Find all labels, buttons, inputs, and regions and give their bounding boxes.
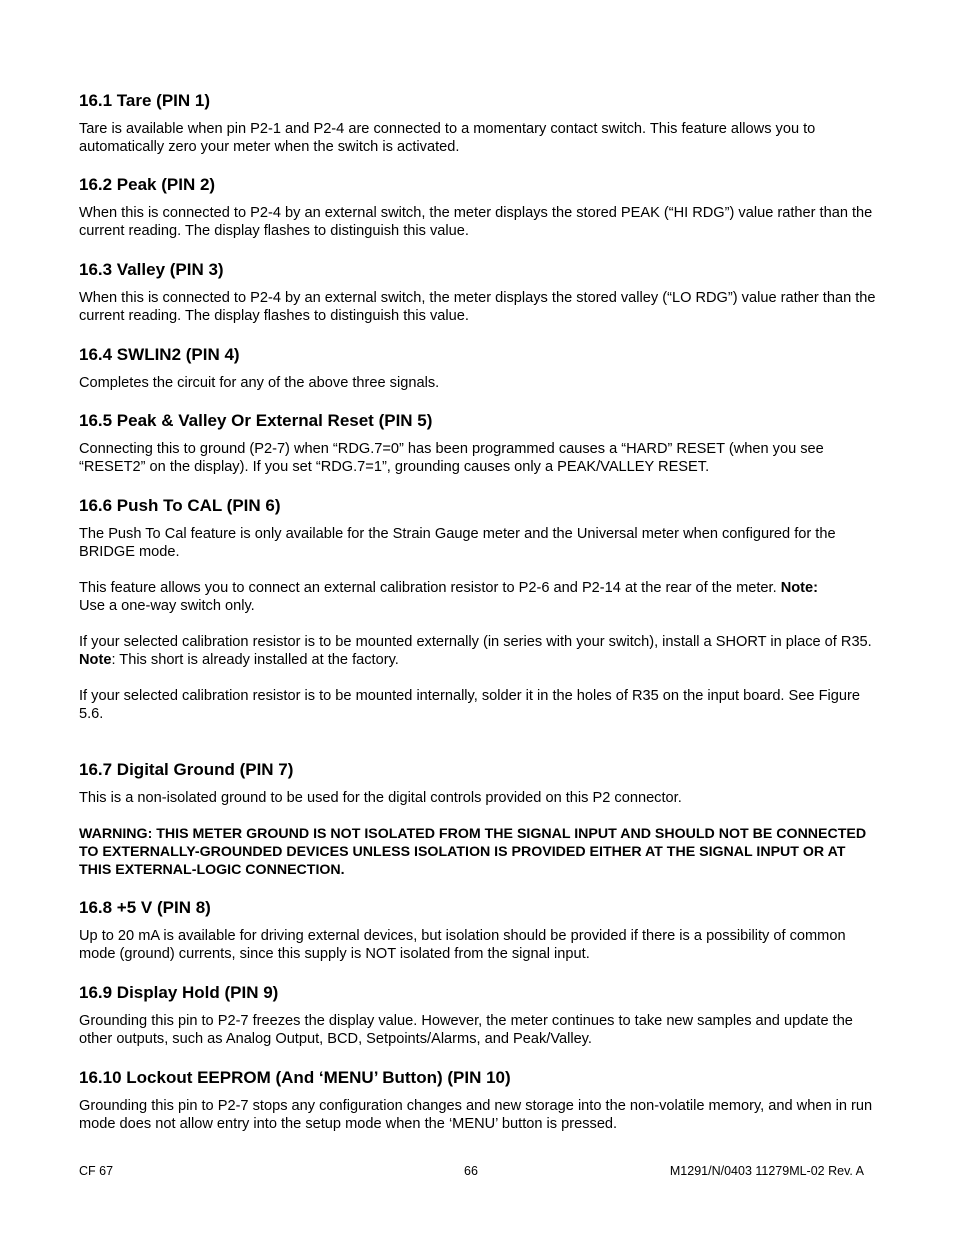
section-paragraph: If your selected calibration resistor is to be mounted externally (in series with your switch), install a SHORT in place of R35. <box>79 634 872 650</box>
section-peak-valley-reset <box>79 411 879 476</box>
section-valley <box>79 260 879 325</box>
section-paragraph: When this is connected to P2-4 by an external switch, the meter displays the stored valley (“LO RDG”) value rather than the current reading. The display flashes to distinguish this value. <box>79 290 876 324</box>
section-heading: 16.2 Peak (PIN 2) <box>79 175 216 194</box>
section-peak <box>79 175 879 240</box>
section-paragraph: Completes the circuit for any of the above three signals. <box>79 375 440 391</box>
section-display-hold <box>79 983 879 1048</box>
section-heading: 16.3 Valley (PIN 3) <box>79 260 224 279</box>
footer-page-number: 66 <box>464 1164 478 1178</box>
section-heading: 16.9 Display Hold (PIN 9) <box>79 983 279 1002</box>
section-heading: 16.7 Digital Ground (PIN 7) <box>79 760 294 779</box>
section-paragraph: When this is connected to P2-4 by an external switch, the meter displays the stored PEAK (“HI RDG”) value rather than the current reading. The display flashes to distinguish this value. <box>79 205 873 239</box>
section-paragraph: If your selected calibration resistor is to be mounted internally, solder it in the holes of R35 on the input board. See Figure 5.6. <box>79 688 860 722</box>
section-paragraph: Up to 20 mA is available for driving external devices, but isolation should be provided if there is a possibility of common mode (ground) currents, since this supply is NOT isolated from the signal input. <box>79 928 846 962</box>
section-heading: 16.8 +5 V (PIN 8) <box>79 898 211 917</box>
note-text: : This short is already installed at the factory. <box>111 652 399 668</box>
section-paragraph: Grounding this pin to P2-7 stops any configuration changes and new storage into the non-volatile memory, and when in run mode does not allow entry into the setup mode when the ‘MENU’ button is pressed. <box>79 1098 873 1132</box>
section-paragraph: The Push To Cal feature is only available for the Strain Gauge meter and the Universal meter when configured for the BRIDGE mode. <box>79 526 836 560</box>
note-label: Note <box>79 652 112 668</box>
section-heading: 16.1 Tare (PIN 1) <box>79 91 211 110</box>
warning-paragraph: WARNING: THIS METER GROUND IS NOT ISOLATED FROM THE SIGNAL INPUT AND SHOULD NOT BE CONNECTED TO EXTERNALLY-GROUNDED DEVICES UNLESS ISOLATION IS PROVIDED EITHER AT THE SIGNAL INPUT OR AT THIS EXTERNAL-LOGIC CONNECTION. <box>79 826 867 878</box>
section-paragraph: Tare is available when pin P2-1 and P2-4 are connected to a momentary contact switch. This feature allows you to automatically zero your meter when the switch is activated. <box>79 121 816 155</box>
section-paragraph: Connecting this to ground (P2-7) when “RDG.7=0” has been programmed causes a “HARD” RESET (when you see “RESET2” on the display). If you set “RDG.7=1”, grounding causes only a PEAK/VALLEY RESET. <box>79 441 824 475</box>
footer-right: M1291/N/0403 11279ML-02 Rev. A <box>669 1164 864 1178</box>
note-label: Note: <box>780 580 818 596</box>
section-paragraph: This is a non-isolated ground to be used for the digital controls provided on this P2 connector. <box>79 790 682 806</box>
section-digital-ground <box>79 760 879 879</box>
section-lockout-eeprom <box>79 1068 879 1133</box>
section-paragraph <box>79 579 879 615</box>
section-heading: 16.10 Lockout EEPROM (And ‘MENU’ Button) (PIN 10) <box>79 1068 511 1087</box>
note-paragraph <box>79 651 879 669</box>
section-heading: 16.5 Peak & Valley Or External Reset (PIN 5) <box>79 411 433 430</box>
footer-left: CF 67 <box>79 1164 114 1178</box>
paragraph-text: This feature allows you to connect an external calibration resistor to P2-6 and P2-14 at the rear of the meter. <box>79 580 781 596</box>
paragraph-text: Use a one-way switch only. <box>79 598 255 614</box>
section-push-to-cal <box>79 496 879 723</box>
section-paragraph: Grounding this pin to P2-7 freezes the display value. However, the meter continues to take new samples and update the other outputs, such as Analog Output, BCD, Setpoints/Alarms, and Peak/Valley. <box>79 1013 853 1047</box>
section-heading: 16.4 SWLIN2 (PIN 4) <box>79 345 240 364</box>
section-5v <box>79 898 879 963</box>
section-tare <box>79 91 879 156</box>
section-heading: 16.6 Push To CAL (PIN 6) <box>79 496 281 515</box>
section-swlin2 <box>79 345 879 392</box>
